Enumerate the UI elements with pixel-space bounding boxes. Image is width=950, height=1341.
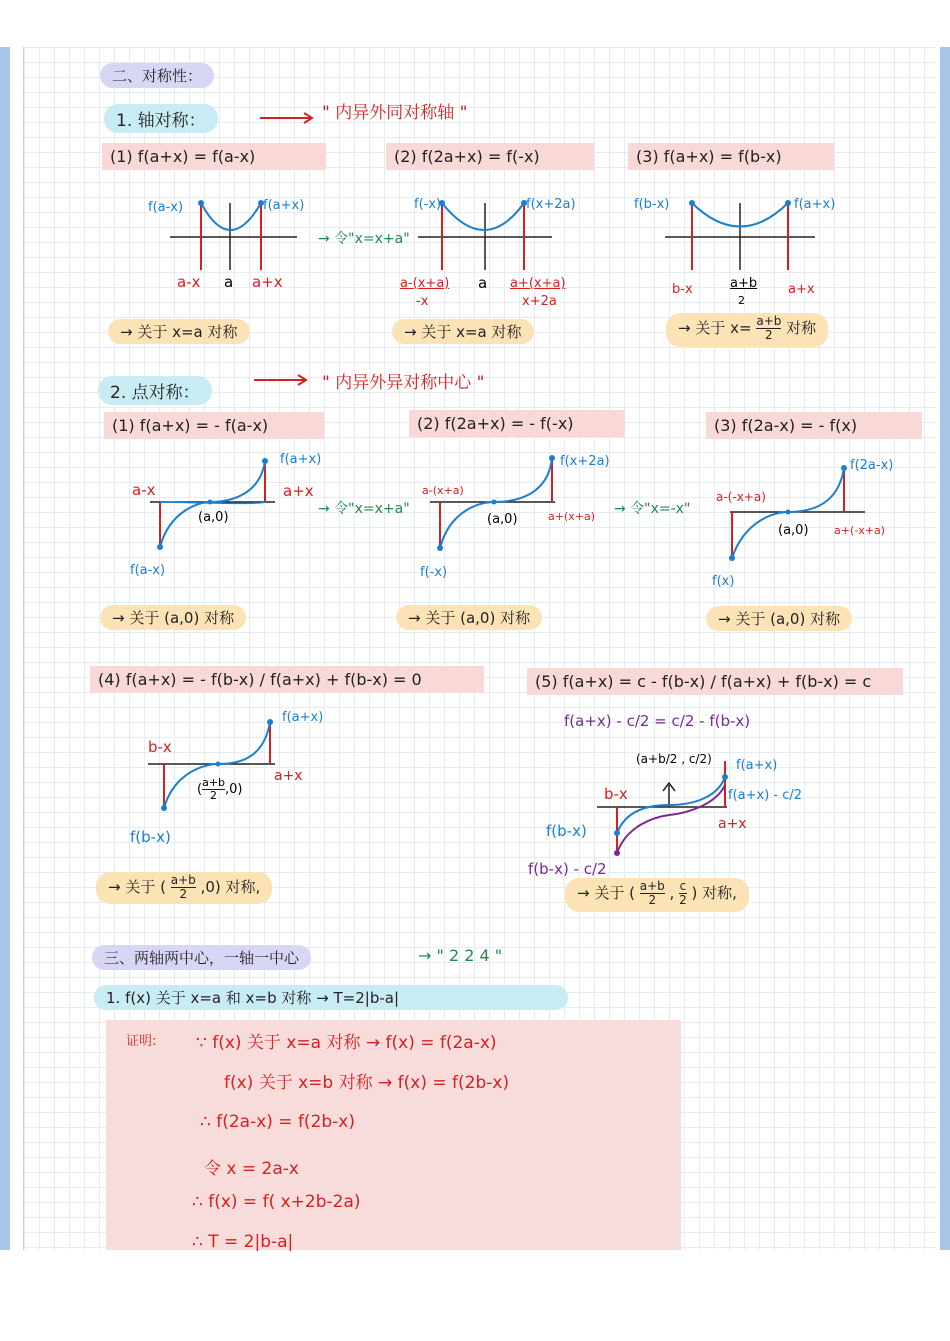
- graph2-left-label: f(-x): [414, 197, 442, 212]
- proof-line-2: f(x) 关于 x=b 对称 → f(x) = f(2b-x): [224, 1073, 510, 1093]
- pc4-den: 2: [179, 887, 188, 901]
- pg4-right-tick: a+x: [274, 768, 303, 784]
- pg1-top-label: f(a+x): [280, 452, 322, 467]
- pg1-left-tick: a-x: [132, 481, 156, 499]
- graph3-left-label: f(b-x): [634, 197, 670, 212]
- pg5-top-label-2: f(a+x) - c/2: [728, 788, 803, 803]
- pc5-den1: 2: [648, 893, 657, 907]
- pc5-post: ) 对称,: [691, 884, 737, 902]
- graph3-tick-mid: a+b: [730, 276, 758, 291]
- section3-note: → " 2 2 4 ": [418, 946, 503, 965]
- point-formula-2: (2) f(2a+x) = - f(-x): [409, 410, 625, 437]
- pc5-num1: a+b: [639, 879, 665, 893]
- arrow-icon: [258, 112, 318, 124]
- point-conclusion-2: → 关于 (a,0) 对称: [396, 605, 542, 630]
- pg5-center: (a+b/2 , c/2): [636, 752, 712, 766]
- axis-symmetry-title: 1. 轴对称：: [104, 104, 218, 133]
- point-formula-1: (1) f(a+x) = - f(a-x): [104, 412, 324, 439]
- graph2-tick-left: a-(x+a): [400, 276, 450, 291]
- point-formula-3: (3) f(2a-x) = - f(x): [706, 412, 922, 439]
- pc4-post: ,0) 对称,: [200, 878, 261, 896]
- pg4-center: ( $\frac{a+b}{2}$ ,0): [197, 776, 243, 802]
- proof-box: [106, 1020, 681, 1250]
- pc5-fraction-1: [640, 880, 665, 907]
- graph2-tick-right: a+(x+a): [510, 276, 566, 291]
- axis-conclusion-3: [666, 313, 828, 347]
- graph1-tick-right: a+x: [252, 273, 283, 291]
- proof-line-1: ∵ f(x) 关于 x=a 对称 → f(x) = f(2a-x): [196, 1033, 497, 1053]
- proof-line-6: ∴ T = 2|b-a|: [192, 1232, 294, 1252]
- pg4-top-label: f(a+x): [282, 710, 324, 725]
- pc5-pre: → 关于 (: [577, 884, 635, 902]
- point-conclusion-4: [96, 872, 272, 904]
- axis-conclusion-3-fraction: [756, 315, 781, 342]
- proof-label: 证明:: [126, 1034, 157, 1049]
- axis-formula-3: (3) f(a+x) = f(b-x): [628, 143, 834, 170]
- pg3-bottom-label: f(x): [712, 574, 735, 589]
- point-formula-5b: f(a+x) - c/2 = c/2 - f(b-x): [564, 712, 751, 730]
- graph3-tick-right: a+x: [788, 282, 815, 297]
- graph3-right-label: f(a+x): [794, 197, 836, 212]
- section3-item1: 1. f(x) 关于 x=a 和 x=b 对称 → T=2|b-a|: [94, 985, 568, 1010]
- axis-conclusion-3-den: 2: [765, 328, 773, 342]
- section-title: 二、对称性：: [100, 63, 214, 88]
- graph2-tick-left-sub: -x: [416, 294, 429, 309]
- graph3-tick-mid-den: 2: [738, 294, 745, 307]
- graph1-tick-mid: a: [224, 273, 234, 291]
- point-formula-4: (4) f(a+x) = - f(b-x) / f(a+x) + f(b-x) = 0: [90, 666, 484, 693]
- pg4-center-den: 2: [210, 789, 218, 802]
- point-symmetry-title: 2. 点对称：: [98, 376, 212, 405]
- proof-line-3: ∴ f(2a-x) = f(2b-x): [200, 1112, 356, 1132]
- pc5-fraction-2: [679, 880, 687, 907]
- pc4-fraction: [171, 874, 196, 901]
- point-conclusion-3: → 关于 (a,0) 对称: [706, 606, 852, 631]
- pg2-top-label: f(x+2a): [560, 454, 610, 469]
- pg1-right-tick: a+x: [283, 482, 314, 500]
- axis-conclusion-2: → 关于 x=a 对称: [392, 319, 534, 344]
- point-rule-note: " 内异外异对称中心 ": [322, 373, 485, 393]
- pg4-center-num: a+b: [202, 776, 226, 789]
- pc5-num2: c: [679, 879, 687, 893]
- arrow-icon: [252, 374, 312, 386]
- point-formula-5: (5) f(a+x) = c - f(b-x) / f(a+x) + f(b-x) = c: [527, 668, 903, 695]
- graph2-tick-mid: a: [478, 274, 488, 292]
- proof-line-5: ∴ f(x) = f( x+2b-2a): [192, 1192, 361, 1212]
- pg5-bottom-label-1: f(b-x): [546, 822, 587, 840]
- pg2-right-tick: a+(x+a): [548, 510, 596, 523]
- pg5-top-label-1: f(a+x): [736, 758, 778, 773]
- pg3-top-label: f(2a-x): [850, 458, 894, 473]
- pg1-bottom-label: f(a-x): [130, 563, 166, 578]
- pg1-center: (a,0): [198, 510, 229, 525]
- point-substitution-2: → 令"x=-x": [614, 501, 691, 517]
- graph2-right-label: f(x+2a): [526, 197, 576, 212]
- pg2-bottom-label: f(-x): [420, 565, 448, 580]
- graph2-tick-right-sub: x+2a: [522, 294, 557, 309]
- axis-conclusion-3-pre: → 关于 x=: [678, 319, 752, 337]
- pg3-right-tick: a+(-x+a): [834, 524, 885, 537]
- pc4-pre: → 关于 (: [108, 878, 166, 896]
- point-substitution-1: → 令"x=x+a": [318, 501, 410, 517]
- point-graph-1: [150, 455, 280, 555]
- pg5-right-tick: a+x: [718, 816, 747, 832]
- right-edge-band: [940, 47, 950, 1250]
- pg2-left-tick: a-(x+a): [422, 484, 464, 497]
- axis-formula-1: (1) f(a+x) = f(a-x): [102, 143, 326, 170]
- pg3-center: (a,0): [778, 523, 809, 538]
- point-conclusion-5: → 关于 ( $\frac{a+b}{2}$ , $\frac{c}{2}$ ) 对称,: [565, 878, 749, 912]
- axis-conclusion-3-post: 对称: [786, 319, 817, 337]
- axis-conclusion-1: → 关于 x=a 对称: [108, 319, 250, 344]
- point-conclusion-1: → 关于 (a,0) 对称: [100, 605, 246, 630]
- pg3-left-tick: a-(-x+a): [716, 490, 766, 504]
- pg4-bottom-label: f(b-x): [130, 828, 171, 846]
- point-graph-3: [730, 462, 860, 562]
- point-graph-4: [160, 718, 280, 818]
- graph1-right-label: f(a+x): [263, 198, 305, 213]
- pg4-left-tick: b-x: [148, 738, 172, 756]
- pc4-num: a+b: [170, 873, 196, 887]
- pg2-center: (a,0): [487, 512, 518, 527]
- axis-substitution: → 令"x=x+a": [318, 231, 410, 247]
- axis-formula-2: (2) f(2a+x) = f(-x): [386, 143, 594, 170]
- pg4-center-end: ,0): [225, 782, 243, 797]
- proof-line-4: 令 x = 2a-x: [204, 1159, 299, 1179]
- graph1-tick-left: a-x: [177, 273, 201, 291]
- pg5-bottom-label-2: f(b-x) - c/2: [528, 860, 607, 878]
- pg5-left-tick: b-x: [604, 785, 628, 803]
- graph1-left-label: f(a-x): [148, 200, 184, 215]
- point-graph-2: [430, 452, 560, 552]
- graph3-tick-left: b-x: [672, 282, 693, 297]
- axis-rule-note: " 内异外同对称轴 ": [322, 103, 468, 123]
- point-graph-5: [605, 755, 735, 865]
- pc5-den2: 2: [679, 893, 687, 907]
- axis-conclusion-3-num: a+b: [756, 314, 782, 328]
- section3-title: 三、两轴两中心，一轴一中心: [92, 945, 311, 970]
- left-edge-band: [0, 47, 10, 1250]
